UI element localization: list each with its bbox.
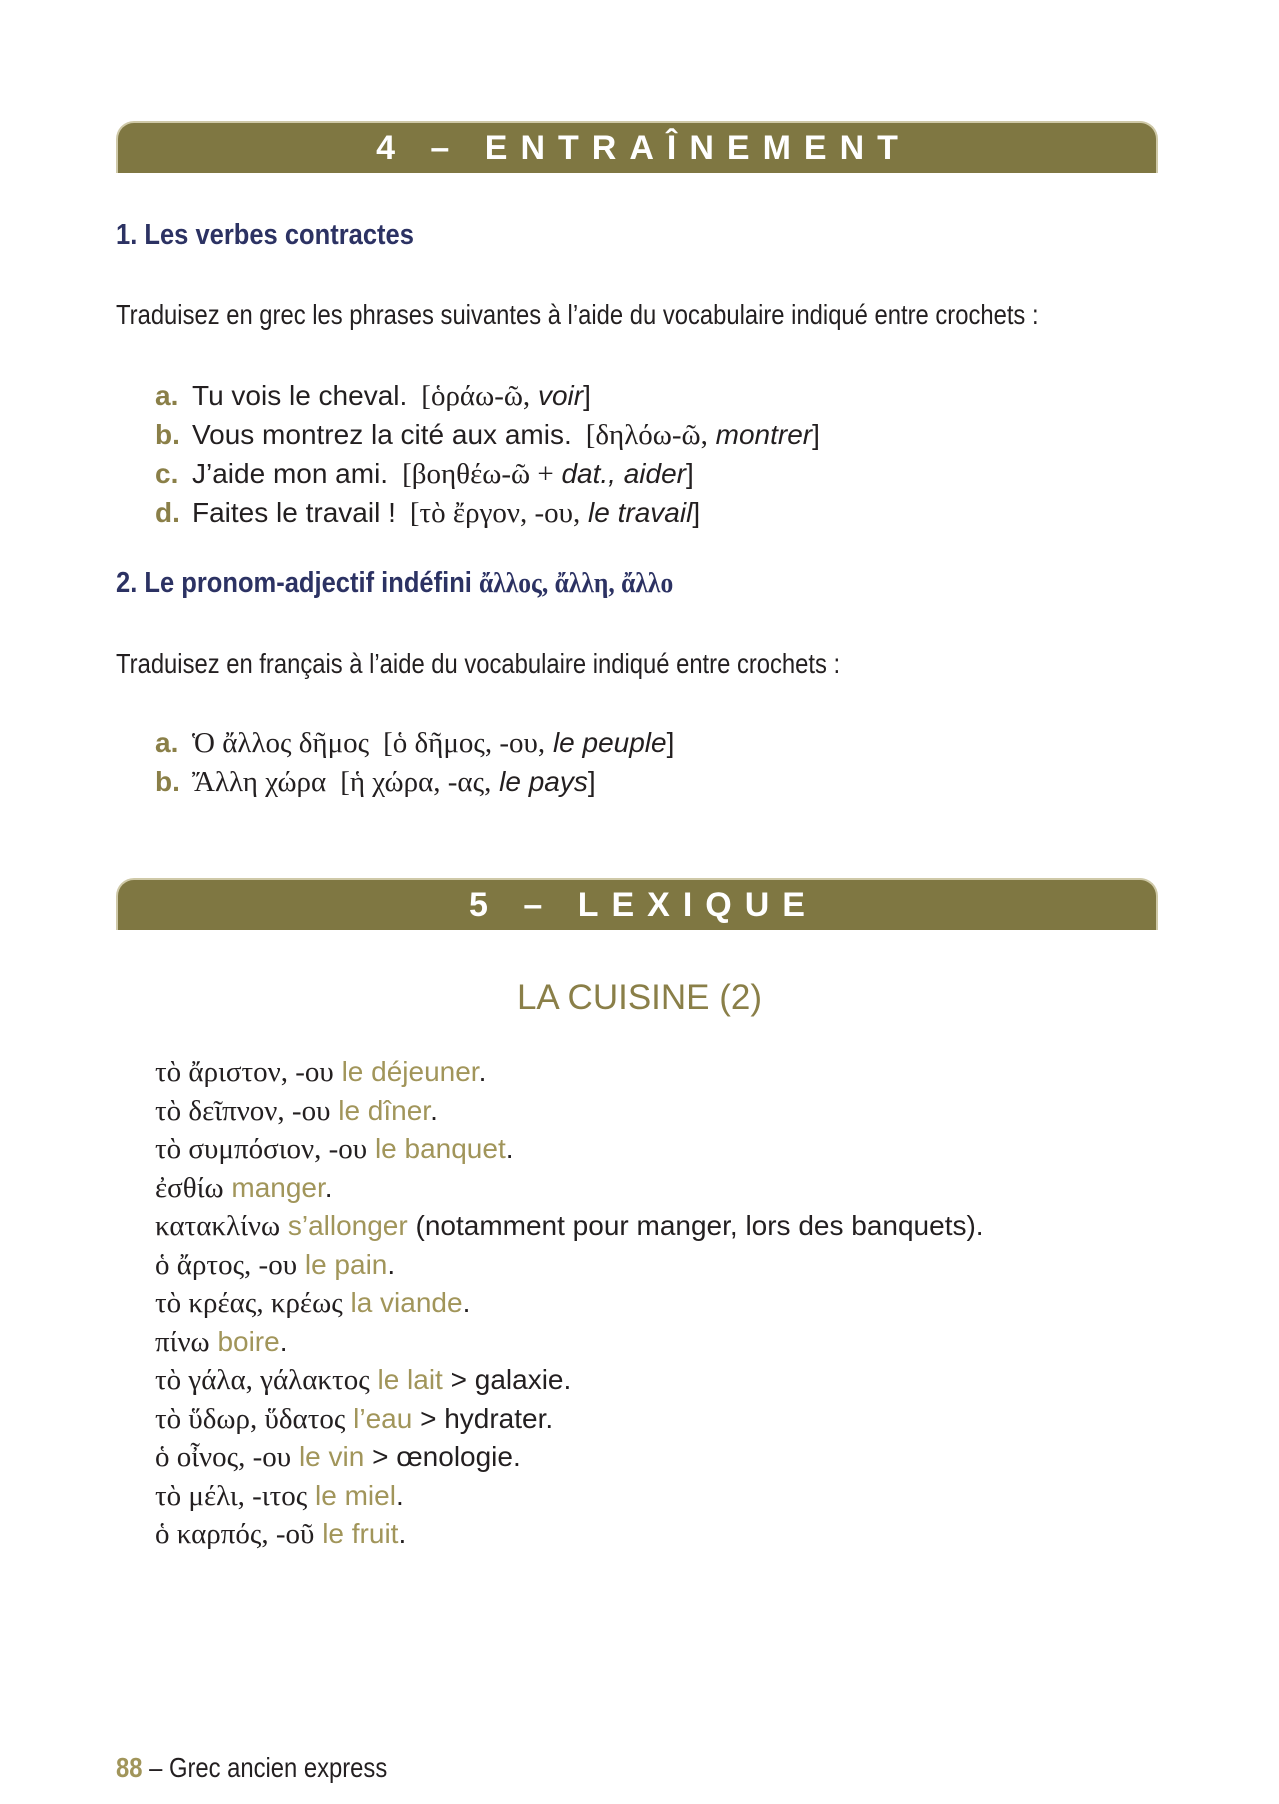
section-4-banner (116, 121, 1158, 173)
list-item: b. Vous montrez la cité aux amis. [δηλόω-ῶ, montrer] (155, 419, 820, 451)
section-4-title: 4 – ENTRAÎNEMENT (376, 128, 911, 167)
lexique-entry: ὁ καρπός, -οῦ le fruit. (155, 1518, 407, 1550)
lexique-subtitle: LA CUISINE (2) (516, 978, 763, 1017)
section-5-title: 5 – LEXIQUE (469, 885, 818, 924)
lexique-entry: ἐσθίω manger. (155, 1171, 333, 1204)
lexique-entry: πίνω boire. (155, 1325, 288, 1358)
exercise-2-list (155, 723, 674, 801)
lexique-entry: ὁ οἶνος, -ου le vin > œnologie. (155, 1441, 521, 1473)
lexique-entry: τὸ κρέας, κρέως la viande. (155, 1287, 471, 1319)
list-item: a. Tu vois le cheval. [ὁράω-ῶ, voir] (155, 380, 591, 412)
exercise-2-title-greek: ἄλλος, ἄλλη, ἄλλο (478, 567, 674, 599)
list-item: a. Ὁ ἄλλος δῆμος [ὁ δῆμος, -ου, le peuple] (155, 727, 675, 759)
lexique-entry: κατακλίνω s’allonger (notamment pour manger, lors des banquets). (155, 1210, 984, 1242)
lexique-entry: τὸ ἄριστον, -ου le déjeuner. (155, 1056, 487, 1088)
lexique-entry: τὸ ὕδωρ, ὕδατος l’eau > hydrater. (155, 1402, 554, 1435)
exercise-1-title: 1. Les verbes contractes (116, 219, 414, 251)
exercise-2-instruction: Traduisez en français à l’aide du vocabulaire indiqué entre crochets : (116, 648, 841, 679)
list-item: d. Faites le travail ! [τὸ ἔργον, -ου, le travail] (155, 497, 701, 529)
section-5-banner (116, 878, 1158, 930)
list-item: b. Ἄλλη χώρα [ἡ χώρα, -ας, le pays] (155, 766, 596, 798)
lexique-entry: τὸ δεῖπνον, -ου le dîner. (155, 1094, 438, 1127)
exercise-2-title: 2. Le pronom-adjectif indéfini ἄλλος, ἄλλη, ἄλλο (116, 567, 674, 599)
lexique-entry: τὸ μέλι, -ιτος le miel. (155, 1479, 404, 1512)
lexique-entry: τὸ γάλα, γάλακτος le lait > galaxie. (155, 1364, 572, 1396)
page-footer (116, 1752, 387, 1784)
lexique-entry: ὁ ἄρτος, -ου le pain. (155, 1248, 396, 1281)
page-number: 88 (116, 1752, 143, 1783)
exercise-1-instruction: Traduisez en grec les phrases suivantes à l’aide du vocabulaire indiqué entre crochets : (116, 299, 1039, 330)
exercise-1-list (155, 376, 820, 532)
book-title: – Grec ancien express (149, 1752, 388, 1783)
lexique-list (155, 1053, 984, 1554)
list-item: c. J’aide mon ami. [βοηθέω-ῶ + dat., aider] (155, 458, 694, 490)
lexique-entry: τὸ συμπόσιον, -ου le banquet. (155, 1133, 514, 1165)
